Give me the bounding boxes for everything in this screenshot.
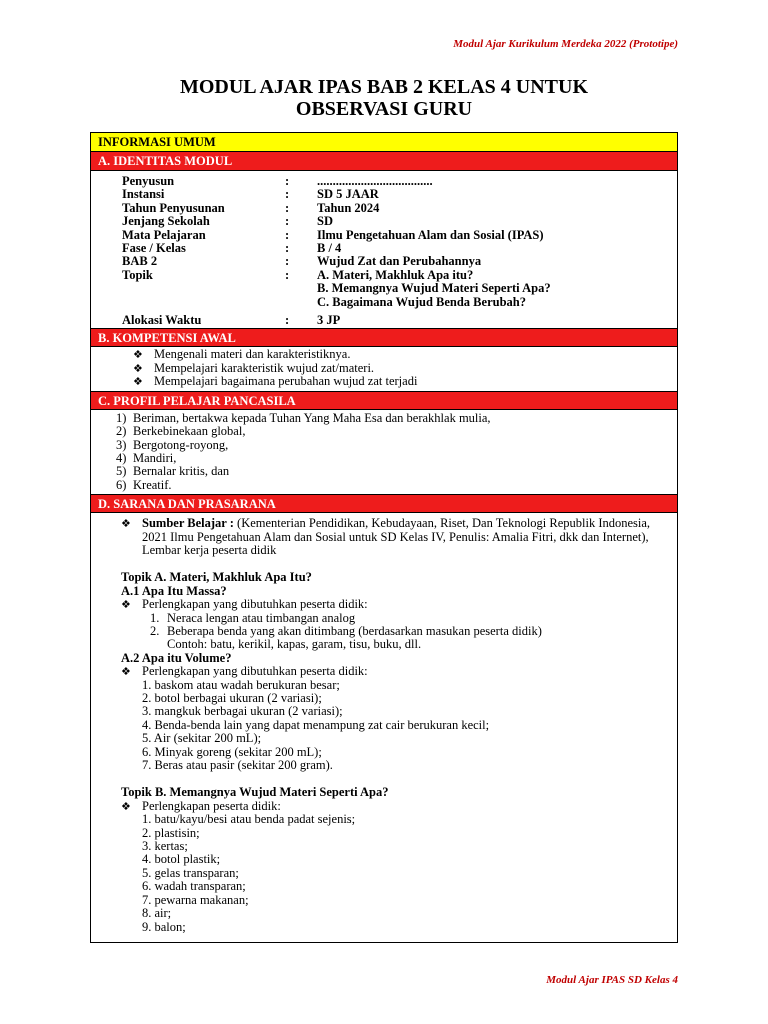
sumber-belajar (121, 517, 669, 557)
list-item: 5. gelas transparan; (142, 865, 239, 880)
identitas-row (122, 202, 677, 215)
profil-list (91, 410, 677, 494)
diamond-bullet-icon: ❖ (133, 361, 143, 375)
list-item-text: Berkebinekaan global, (133, 424, 246, 439)
list-item-text: Bernalar kritis, dan (133, 464, 230, 479)
a1-intro (121, 598, 669, 611)
list-number: 6) (116, 477, 127, 492)
alokasi-value: 3 JP (317, 313, 341, 328)
list-item (116, 465, 677, 478)
identitas-heading: A. IDENTITAS MODUL (91, 152, 677, 171)
list-number: 2. (150, 623, 160, 638)
list-item: 9. balon; (142, 919, 186, 934)
identitas-row (122, 269, 677, 282)
list-item: 6. wadah transparan; (142, 879, 246, 894)
a2-intro (121, 665, 669, 678)
diamond-bullet-icon: ❖ (121, 665, 131, 679)
identitas-row (122, 242, 677, 255)
module-table (90, 132, 678, 943)
profil-heading: C. PROFIL PELAJAR PANCASILA (91, 391, 677, 410)
alokasi-label: Alokasi Waktu (122, 313, 202, 328)
identitas-label: Instansi (122, 187, 165, 202)
list-item: 7. Beras atau pasir (sekitar 200 gram). (142, 758, 333, 773)
header-note: Modul Ajar Kurikulum Merdeka 2022 (Prototipe) (453, 38, 678, 50)
identitas-label: Mata Pelajaran (122, 227, 206, 242)
topik-b-title: Topik B. Memangnya Wujud Materi Seperti Apa? (121, 785, 389, 800)
identitas-label: BAB 2 (122, 254, 158, 269)
list-item-text: Mandiri, (133, 450, 177, 465)
list-item (133, 375, 677, 388)
list-item: 3. kertas; (142, 839, 188, 854)
list-number: 2) (116, 424, 127, 439)
colon: : (285, 227, 290, 242)
topik-continuation (122, 282, 677, 295)
identitas-row (122, 175, 677, 188)
sarana-section (91, 513, 677, 934)
list-item (116, 439, 677, 452)
list-item: 2. plastisin; (142, 825, 200, 840)
list-item-text: Mempelajari bagaimana perubahan wujud zat terjadi (154, 374, 418, 389)
a2-title: A.2 Apa itu Volume? (121, 650, 232, 665)
list-item: 3. mangkuk berbagai ukuran (2 variasi); (142, 704, 343, 719)
list-item: 6. Minyak goreng (sekitar 200 mL); (142, 744, 322, 759)
colon: : (285, 187, 290, 202)
sarana-heading: D. SARANA DAN PRASARANA (91, 494, 677, 513)
list-item (116, 412, 677, 425)
list-item (116, 425, 677, 438)
list-number: 1. (150, 610, 160, 625)
colon: : (285, 267, 290, 282)
identitas-label: Fase / Kelas (122, 241, 186, 256)
diamond-bullet-icon: ❖ (133, 348, 143, 362)
a2-intro-text: Perlengkapan yang dibutuhkan peserta didik: (142, 664, 368, 679)
topik-a-title: Topik A. Materi, Makhluk Apa Itu? (121, 570, 312, 585)
title-line-1: MODUL AJAR IPAS BAB 2 KELAS 4 UNTUK (179, 76, 589, 98)
identitas-row (122, 229, 677, 242)
topik-c: C. Bagaimana Wujud Benda Berubah? (317, 294, 526, 309)
identitas-row (122, 255, 677, 268)
identitas-value: Ilmu Pengetahuan Alam dan Sosial (IPAS) (317, 227, 544, 242)
colon: : (285, 313, 290, 328)
list-item: 4. botol plastik; (142, 852, 221, 867)
identitas-value: ..................................... (317, 174, 433, 188)
colon: : (285, 214, 290, 229)
title-line-2: OBSERVASI GURU (295, 98, 473, 120)
diamond-bullet-icon: ❖ (133, 375, 143, 389)
a1-title: A.1 Apa Itu Massa? (121, 583, 227, 598)
list-item: 8. air; (142, 906, 172, 921)
identitas-value: SD (317, 214, 333, 229)
list-item (133, 348, 677, 361)
list-number: 4) (116, 450, 127, 465)
list-item: 7. pewarna makanan; (142, 892, 249, 907)
footer-note: Modul Ajar IPAS SD Kelas 4 (546, 974, 678, 986)
list-item-text: Beriman, bertakwa kepada Tuhan Yang Maha Esa dan berakhlak mulia, (133, 410, 491, 425)
colon: : (285, 174, 290, 188)
diamond-bullet-icon: ❖ (121, 799, 131, 813)
list-number: 3) (116, 437, 127, 452)
identitas-label: Penyusun (122, 174, 175, 188)
kompetensi-heading: B. KOMPETENSI AWAL (91, 328, 677, 347)
diamond-bullet-icon: ❖ (121, 517, 131, 531)
list-item: 1. baskom atau wadah berukuran besar; (142, 677, 340, 692)
a2-list (121, 679, 669, 773)
list-number: 1) (116, 410, 127, 425)
colon: : (285, 254, 290, 269)
diamond-bullet-icon: ❖ (121, 598, 131, 612)
identitas-row (122, 188, 677, 201)
list-item (116, 479, 677, 492)
b-intro (121, 800, 669, 813)
sumber-belajar-text: (Kementerian Pendidikan, Kebudayaan, Riset, Dan Teknologi Republik Indonesia, 2021 Ilmu Pengetahuan Alam dan Sosial untuk SD Kelas IV, Penulis: Amalia Fitri, dkk dan Internet), Lembar kerja peserta didik (142, 516, 651, 557)
identitas-value: SD 5 JAAR (317, 187, 379, 202)
list-item (142, 612, 669, 625)
identitas-row (122, 215, 677, 228)
identitas-label: Tahun Penyusunan (122, 200, 225, 215)
identitas-value: B / 4 (317, 241, 342, 256)
topik-continuation (122, 296, 677, 309)
b-list (121, 813, 669, 934)
info-umum-bar: INFORMASI UMUM (91, 133, 677, 152)
list-item-text: Neraca lengan atau timbangan analog (167, 610, 356, 625)
topik-b: B. Memangnya Wujud Materi Seperti Apa? (317, 281, 551, 296)
list-number: 5) (116, 464, 127, 479)
identitas-value: Wujud Zat dan Perubahannya (317, 254, 482, 269)
a1-intro-text: Perlengkapan yang dibutuhkan peserta didik: (142, 597, 368, 612)
sumber-belajar-label: Sumber Belajar : (142, 516, 234, 531)
list-item-text: Mengenali materi dan karakteristiknya. (154, 347, 351, 362)
list-item: 2. botol berbagai ukuran (2 variasi); (142, 691, 322, 705)
identitas-label: Jenjang Sekolah (122, 214, 210, 229)
list-item (116, 452, 677, 465)
list-item-text: Beberapa benda yang akan ditimbang (berdasarkan masukan peserta didik) (167, 623, 542, 638)
list-item-text: Mempelajari karakteristik wujud zat/materi. (154, 360, 375, 375)
a1-contoh: Contoh: batu, kerikil, kapas, garam, tisu, buku, dll. (167, 637, 422, 652)
colon: : (285, 241, 290, 256)
list-item: 1. batu/kayu/besi atau benda padat sejenis; (142, 812, 356, 827)
document-title (90, 76, 678, 120)
list-item (133, 362, 677, 375)
identitas-section (91, 171, 677, 328)
kompetensi-list (91, 347, 677, 390)
list-item: 4. Benda-benda lain yang dapat menampung zat cair berukuran kecil; (142, 717, 490, 732)
list-item: 5. Air (sekitar 200 mL); (142, 731, 262, 746)
list-item-text: Bergotong-royong, (133, 437, 229, 452)
colon: : (285, 200, 290, 215)
list-item (142, 625, 669, 638)
identitas-value: A. Materi, Makhluk Apa itu? (317, 267, 474, 282)
identitas-value: Tahun 2024 (317, 200, 380, 215)
b-intro-text: Perlengkapan peserta didik: (142, 798, 281, 813)
alokasi-row (122, 314, 677, 327)
list-item-text: Kreatif. (133, 477, 172, 492)
identitas-label: Topik (122, 267, 153, 282)
